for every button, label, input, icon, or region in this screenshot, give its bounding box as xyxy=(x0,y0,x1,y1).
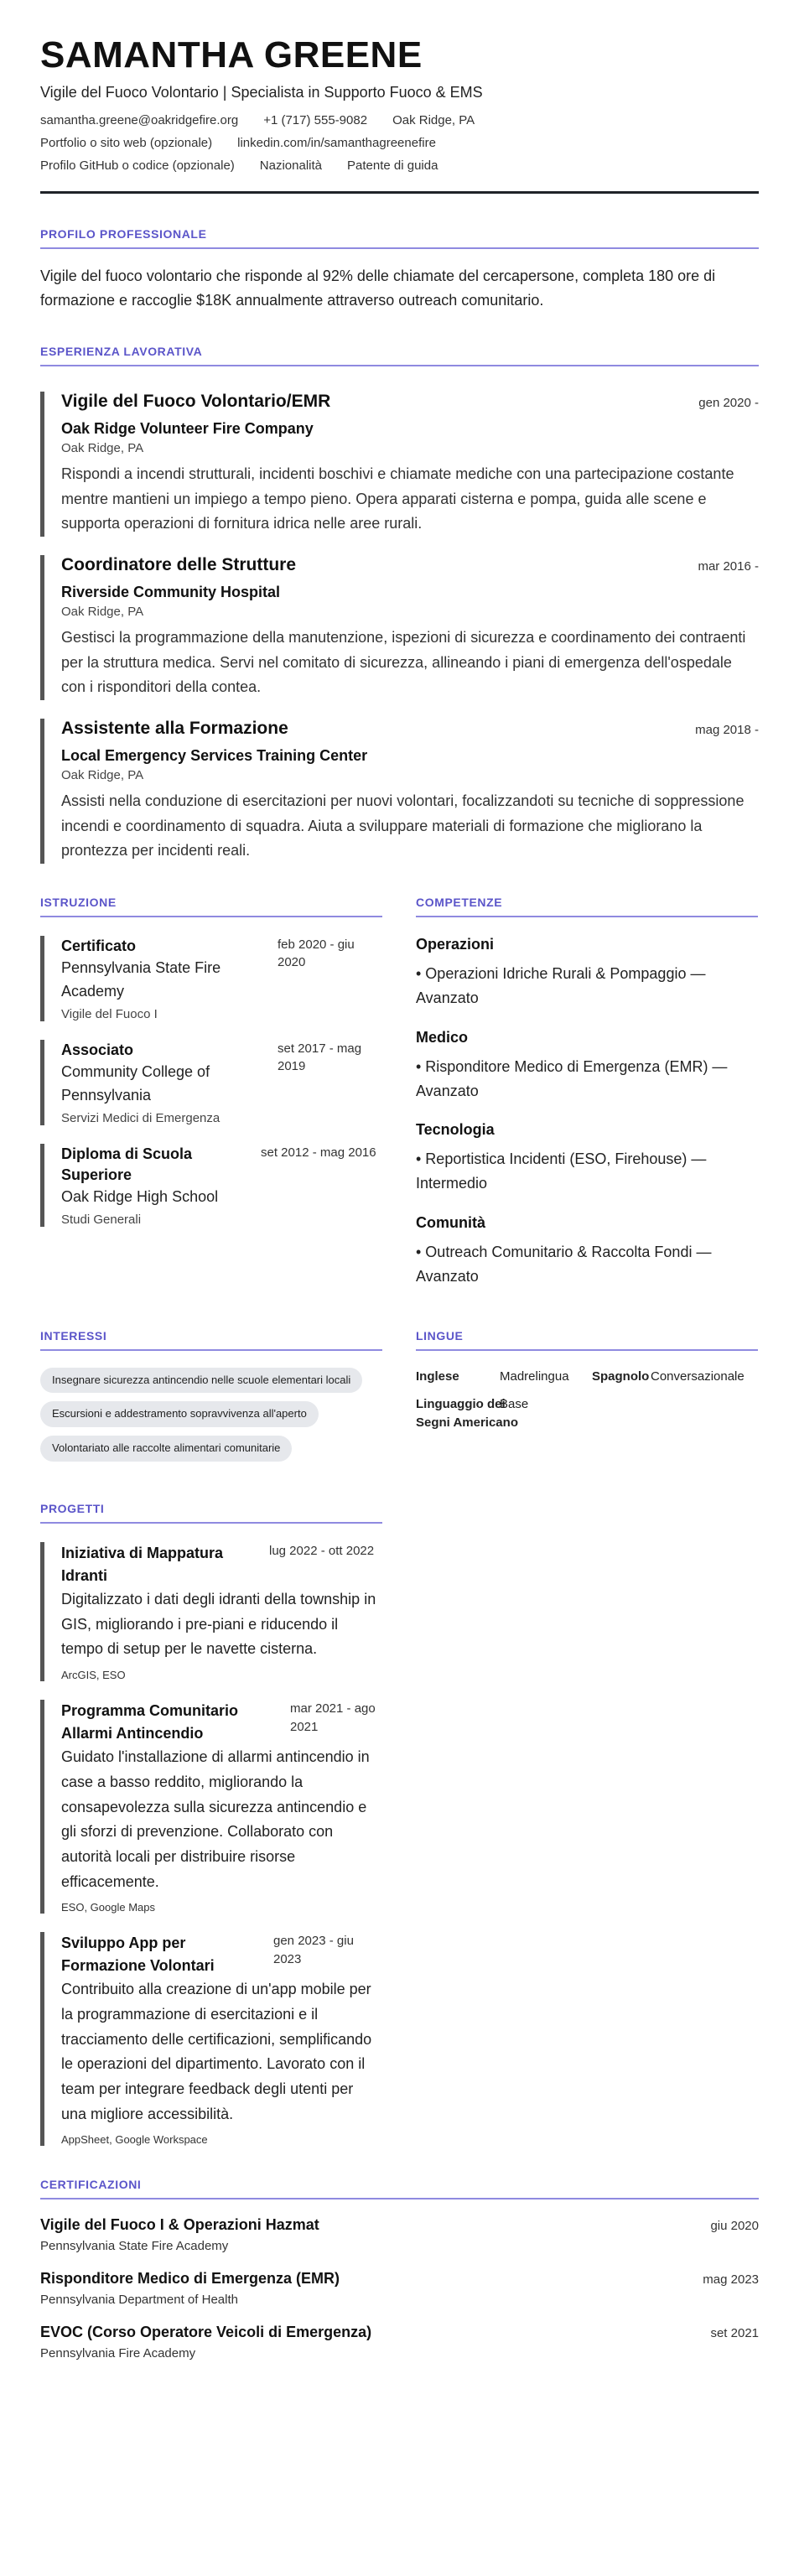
interests-languages-row xyxy=(40,1329,759,1462)
contact-email[interactable]: samantha.greene@oakridgefire.org xyxy=(40,113,239,128)
interest-chip: Escursioni e addestramento sopravvivenza all'aperto xyxy=(40,1401,319,1427)
interests-list xyxy=(40,1368,382,1462)
languages-list xyxy=(416,1368,758,1432)
education-date: feb 2020 - giu 2020 xyxy=(278,937,355,970)
certification-name: Risponditore Medico di Emergenza (EMR) xyxy=(40,2270,340,2288)
skills-title: COMPETENZE xyxy=(416,896,758,917)
interests-section xyxy=(40,1329,382,1462)
resume-header xyxy=(40,35,759,194)
certification-issuer: Pennsylvania Department of Health xyxy=(40,2293,238,2308)
language-level: Conversazionale xyxy=(651,1368,745,1384)
project-date: lug 2022 - ott 2022 xyxy=(269,1544,375,1559)
summary-text: Vigile del fuoco volontario che risponde al 92% delle chiamate del cercapersone, completa 180 ore di formazione e raccoglie $18K annualmente attraverso outreach comunitario. xyxy=(40,267,716,309)
project-title: Iniziativa di Mappatura Idranti xyxy=(61,1545,224,1585)
education-date: set 2017 - mag 2019 xyxy=(278,1041,362,1074)
header-divider xyxy=(40,191,759,194)
job-company: Oak Ridge Volunteer Fire Company xyxy=(61,419,314,437)
experience-section xyxy=(40,345,759,864)
skill-group xyxy=(416,1121,758,1196)
experience-title: ESPERIENZA LAVORATIVA xyxy=(40,345,759,366)
contact-portfolio[interactable]: Portfolio o sito web (opzionale) xyxy=(40,136,213,151)
language-name: Inglese xyxy=(416,1368,459,1384)
project-tech: ArcGIS, ESO xyxy=(61,1669,126,1682)
languages-section xyxy=(416,1329,758,1462)
project-description: Guidato l'installazione di allarmi antincendio in case a basso reddito, migliorando la consapevolezza sulla sicurezza antincendio e gli sforzi di prevenzione. Collaborato con autorità locali per distribuire risorse efficacemente. xyxy=(61,1748,370,1890)
languages-title: LINGUE xyxy=(416,1329,758,1351)
job-title: Vigile del Fuoco Volontario/EMR xyxy=(61,391,331,411)
skill-category: Tecnologia xyxy=(416,1121,495,1139)
job-date: mar 2016 - xyxy=(698,559,759,574)
candidate-name: SAMANTHA GREENE xyxy=(40,34,423,75)
contact-row-1 xyxy=(40,113,759,127)
contact-nationality: Nazionalità xyxy=(259,158,323,174)
job-company: Local Emergency Services Training Center xyxy=(61,747,368,765)
education-field: Studi Generali xyxy=(61,1213,142,1228)
certifications-section xyxy=(40,2178,759,2360)
skill-category: Medico xyxy=(416,1028,469,1046)
education-degree: Associato xyxy=(61,1041,134,1059)
education-degree: Diploma di Scuola Superiore xyxy=(61,1145,193,1184)
contact-license: Patente di guida xyxy=(347,158,438,174)
project-description: Digitalizzato i dati degli idranti della township in GIS, migliorando i pre-piani e riducendo il tempo di setup per le navette cisterna. xyxy=(61,1591,376,1658)
education-skills-row xyxy=(40,896,759,1288)
language-level: Base xyxy=(500,1397,529,1412)
education-section xyxy=(40,896,382,1288)
certification-date: giu 2020 xyxy=(710,2219,759,2234)
skill-category: Comunità xyxy=(416,1213,485,1231)
project-item xyxy=(40,1932,382,2146)
contact-location: Oak Ridge, PA xyxy=(392,113,475,128)
education-item xyxy=(40,1144,382,1227)
job-title: Coordinatore delle Strutture xyxy=(61,555,297,575)
job-location: Oak Ridge, PA xyxy=(61,768,144,783)
project-tech: AppSheet, Google Workspace xyxy=(61,2133,208,2147)
skill-category: Operazioni xyxy=(416,936,495,953)
job-title: Assistente alla Formazione xyxy=(61,719,288,739)
certifications-title: CERTIFICAZIONI xyxy=(40,2178,759,2199)
project-tech: ESO, Google Maps xyxy=(61,1901,155,1914)
job-location: Oak Ridge, PA xyxy=(61,440,144,455)
contact-row-3 xyxy=(40,158,759,173)
project-date: mar 2021 - ago 2021 xyxy=(290,1701,376,1734)
interest-chip: Volontariato alle raccolte alimentari comunitarie xyxy=(40,1436,292,1462)
skill-group xyxy=(416,1214,758,1289)
skill-item: • Outreach Comunitario & Raccolta Fondi — Avanzato xyxy=(416,1243,712,1285)
education-date: set 2012 - mag 2016 xyxy=(261,1145,376,1161)
certification-date: set 2021 xyxy=(710,2326,759,2341)
education-school: Pennsylvania State Fire Academy xyxy=(61,959,221,1000)
education-school: Oak Ridge High School xyxy=(61,1188,219,1206)
experience-item xyxy=(40,719,759,864)
skill-group xyxy=(416,1029,758,1104)
summary-section xyxy=(40,227,759,313)
certification-item xyxy=(40,2270,759,2307)
project-item xyxy=(40,1542,382,1681)
education-school: Community College of Pennsylvania xyxy=(61,1063,210,1104)
contact-row-2 xyxy=(40,136,759,150)
projects-title: PROGETTI xyxy=(40,1502,382,1524)
skills-section xyxy=(416,896,758,1288)
education-item xyxy=(40,936,382,1021)
job-date: mag 2018 - xyxy=(695,723,759,738)
education-degree: Certificato xyxy=(61,937,137,955)
certification-issuer: Pennsylvania State Fire Academy xyxy=(40,2239,229,2254)
language-level: Madrelingua xyxy=(500,1368,569,1384)
language-name: Spagnolo xyxy=(592,1368,650,1384)
contact-github[interactable]: Profilo GitHub o codice (opzionale) xyxy=(40,158,235,174)
skill-item: • Risponditore Medico di Emergenza (EMR) — Avanzato xyxy=(416,1057,728,1099)
certification-date: mag 2023 xyxy=(703,2272,759,2288)
job-location: Oak Ridge, PA xyxy=(61,605,144,620)
certification-name: Vigile del Fuoco I & Operazioni Hazmat xyxy=(40,2216,319,2234)
job-description: Rispondi a incendi strutturali, incidenti boschivi e chiamate mediche con una partecipazione costante mentre mantieni un impiego a tempo pieno. Opera apparati cisterna e pompa, guida alle scene e supporta operazioni di fornitura idrica nelle aree rurali. xyxy=(61,465,734,532)
certification-name: EVOC (Corso Operatore Veicoli di Emergenza) xyxy=(40,2324,372,2341)
skill-item: • Operazioni Idriche Rurali & Pompaggio — Avanzato xyxy=(416,965,706,1006)
project-title: Programma Comunitario Allarmi Antincendio xyxy=(61,1702,239,1742)
projects-section xyxy=(40,1502,382,2146)
project-description: Contribuito alla creazione di un'app mobile per la programmazione di esercitazioni e il tracciamento delle certificazioni, semplificando le operazioni del dipartimento. Lavorato con il team per integrare feedback degli utenti per una migliore accessibilità. xyxy=(61,1981,372,2122)
certification-item xyxy=(40,2216,759,2253)
interests-title: INTERESSI xyxy=(40,1329,382,1351)
experience-item xyxy=(40,392,759,537)
education-field: Vigile del Fuoco I xyxy=(61,1007,158,1022)
candidate-headline: Vigile del Fuoco Volontario | Specialista in Supporto Fuoco & EMS xyxy=(40,84,483,101)
education-field: Servizi Medici di Emergenza xyxy=(61,1111,221,1126)
experience-item xyxy=(40,555,759,700)
contact-phone[interactable]: +1 (717) 555-9082 xyxy=(263,113,368,128)
project-title: Sviluppo App per Formazione Volontari xyxy=(61,1935,215,1975)
project-date: gen 2023 - giu 2023 xyxy=(273,1934,354,1967)
job-description: Gestisci la programmazione della manutenzione, ispezioni di sicurezza e coordinamento dei contraenti per la struttura medica. Servi nel comitato di sicurezza, allineando i piani di emergenza dell'ospedale con i risponditori della contea. xyxy=(61,629,746,696)
education-title: ISTRUZIONE xyxy=(40,896,382,917)
certification-item xyxy=(40,2324,759,2360)
education-item xyxy=(40,1040,382,1125)
certification-issuer: Pennsylvania Fire Academy xyxy=(40,2346,196,2361)
language-name: Linguaggio dei Segni Americano xyxy=(416,1397,518,1431)
interest-chip: Insegnare sicurezza antincendio nelle scuole elementari locali xyxy=(40,1368,362,1394)
job-date: gen 2020 - xyxy=(698,395,759,410)
job-description: Assisti nella conduzione di esercitazioni per nuovi volontari, focalizzandoti su tecniche di soppressione incendi e coordinamento di squadra. Aiuta a sviluppare materiali di formazione che migliorano la prontezza per incidenti reali. xyxy=(61,792,745,860)
contact-linkedin[interactable]: linkedin.com/in/samanthagreenefire xyxy=(237,136,436,151)
skill-item: • Reportistica Incidenti (ESO, Firehouse) — Intermedio xyxy=(416,1150,707,1192)
summary-title: PROFILO PROFESSIONALE xyxy=(40,227,759,249)
job-company: Riverside Community Hospital xyxy=(61,584,281,601)
project-item xyxy=(40,1700,382,1914)
skill-group xyxy=(416,936,758,1010)
